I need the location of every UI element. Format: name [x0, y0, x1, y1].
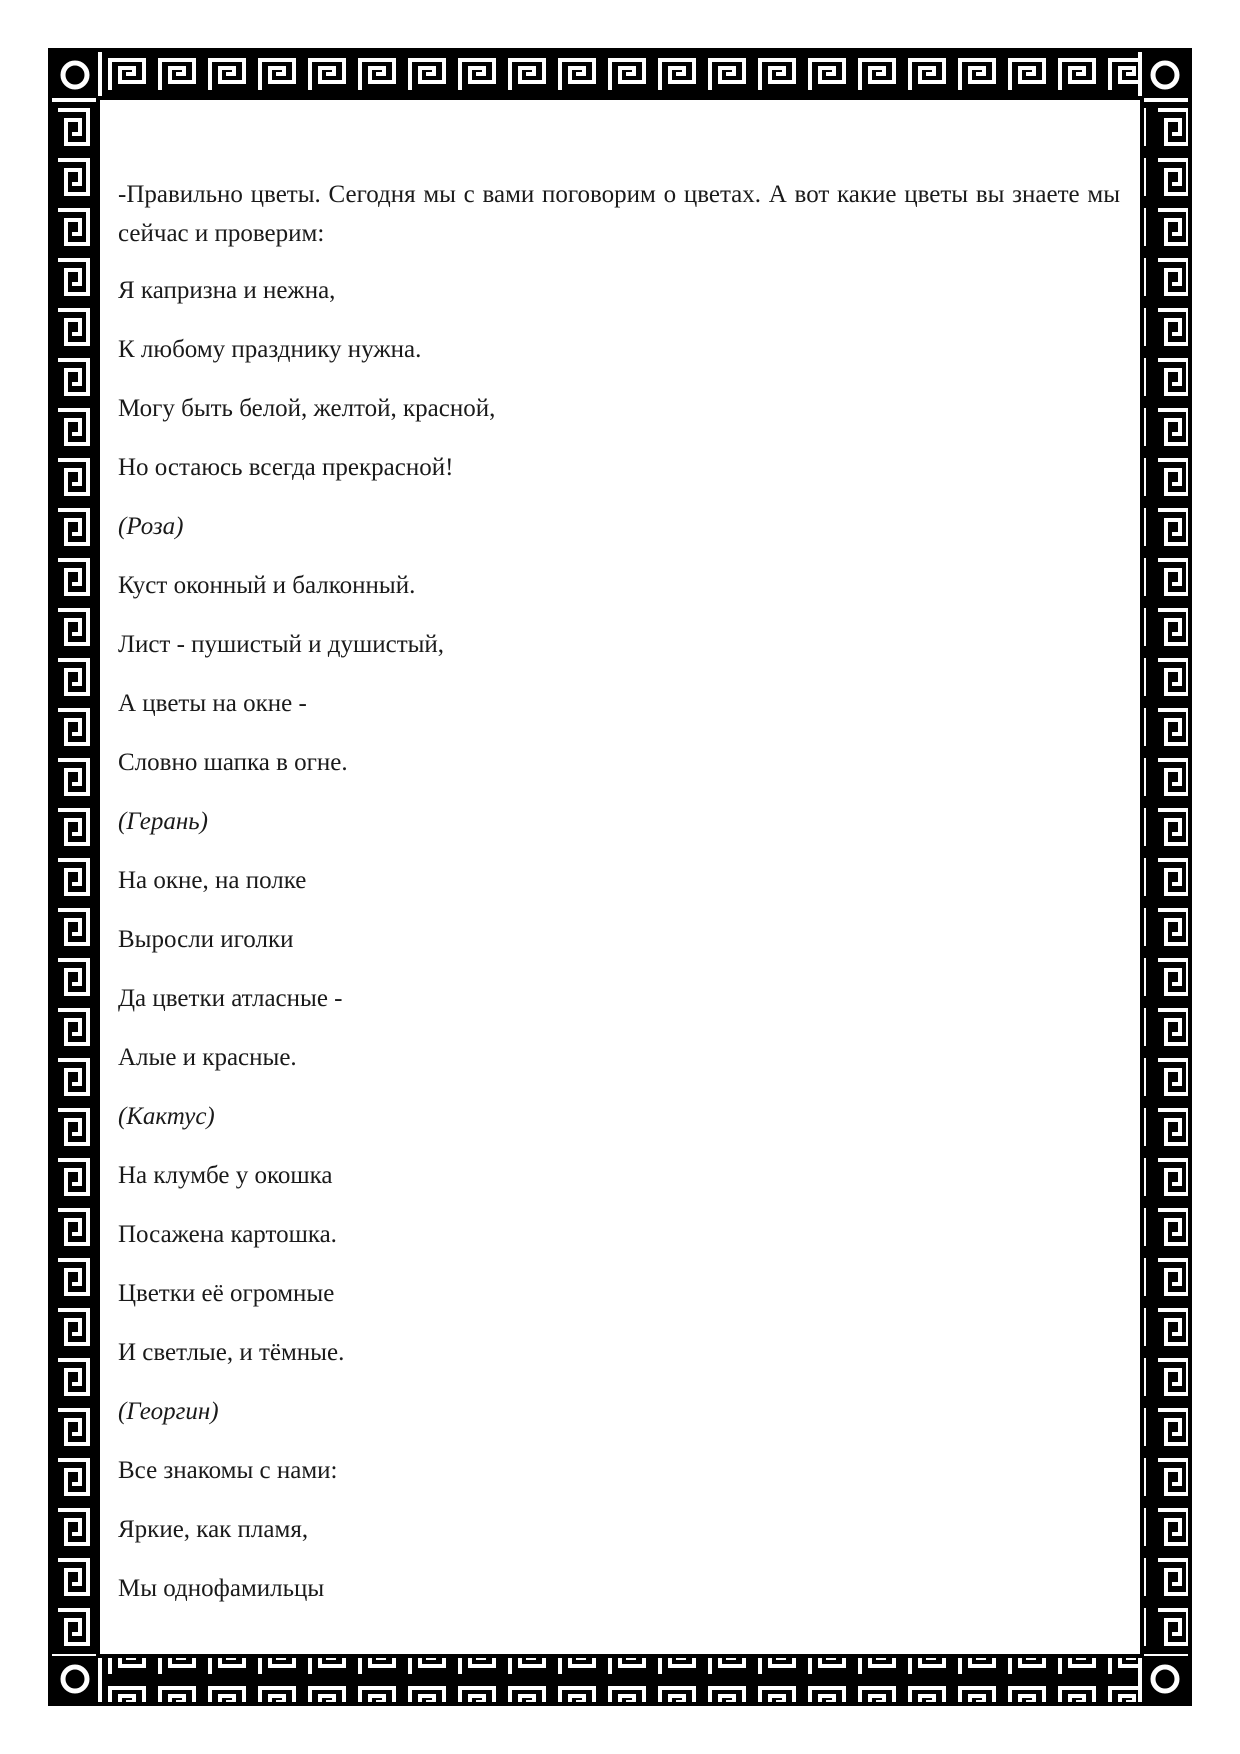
border-right [1144, 102, 1188, 1654]
riddle-line: К любому празднику нужна. [118, 336, 422, 363]
riddle-line: Алые и красные. [118, 1044, 297, 1071]
document-body [118, 175, 1120, 1635]
riddle-line: Выросли иголки [118, 926, 294, 953]
riddle-line: Могу быть белой, желтой, красной, [118, 395, 496, 422]
riddle-line: На окне, на полке [118, 867, 307, 894]
riddle-line: Все знакомы с нами: [118, 1457, 338, 1484]
intro-paragraph: -Правильно цветы. Сегодня мы с вами поговорим о цветах. А вот какие цветы вы знаете мы сейчас и проверим: [118, 181, 1120, 247]
border-top [102, 52, 1138, 96]
riddle-line: Словно шапка в огне. [118, 749, 348, 776]
riddle-line: Куст оконный и балконный. [118, 572, 416, 599]
riddle-line: Яркие, как пламя, [118, 1516, 309, 1543]
riddle-line: И светлые, и тёмные. [118, 1339, 345, 1366]
riddle-answer: (Георгин) [118, 1398, 219, 1425]
riddle-trailing [118, 1451, 1120, 1608]
riddle-answer: (Кактус) [118, 1103, 215, 1130]
riddle-dahlia [118, 1156, 1120, 1431]
riddle-line: Лист - пушистый и душистый, [118, 631, 445, 658]
riddle-rose [118, 271, 1120, 546]
corner-ornament-top-right [1142, 52, 1188, 98]
riddle-answer: (Роза) [118, 513, 184, 540]
riddle-line: Мы однофамильцы [118, 1575, 325, 1602]
corner-ornament-bottom-left [52, 1656, 98, 1702]
riddle-line: Цветки её огромные [118, 1280, 335, 1307]
border-left [52, 102, 96, 1654]
riddle-line: Но остаюсь всегда прекрасной! [118, 454, 454, 481]
border-bottom [102, 1658, 1138, 1702]
riddle-line: А цветы на окне - [118, 690, 307, 717]
riddle-line: На клумбе у окошка [118, 1162, 333, 1189]
riddle-geranium [118, 566, 1120, 841]
riddle-line: Да цветки атласные - [118, 985, 343, 1012]
riddle-cactus [118, 861, 1120, 1136]
riddle-line: Я капризна и нежна, [118, 277, 336, 304]
riddle-line: Посажена картошка. [118, 1221, 337, 1248]
corner-ornament-bottom-right [1142, 1656, 1188, 1702]
corner-ornament-top-left [52, 52, 98, 98]
riddle-answer: (Герань) [118, 808, 209, 835]
